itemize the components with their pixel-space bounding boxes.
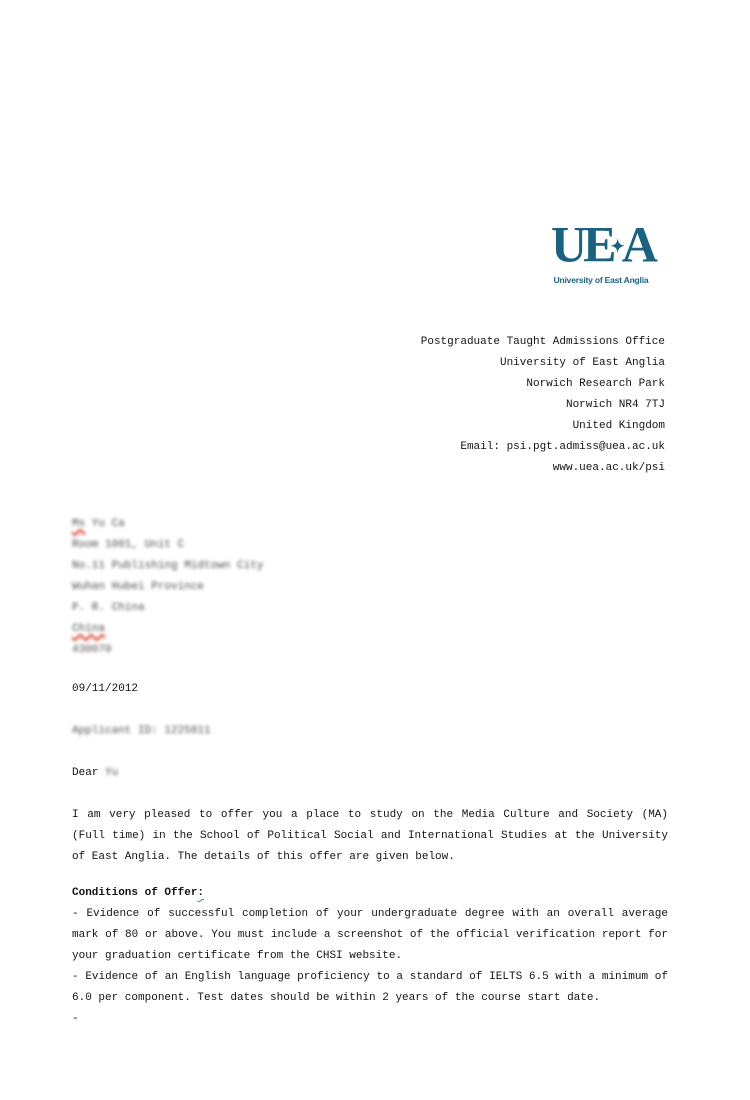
- applicant-id-redacted: Applicant ID: 1225811: [72, 725, 211, 737]
- grammar-marked-colon: :: [197, 887, 205, 899]
- letterhead-line-email: Email: psi.pgt.admiss@uea.ac.uk: [460, 441, 665, 453]
- letterhead-line-country: United Kingdom: [572, 420, 665, 432]
- letter-date: 09/11/2012: [72, 683, 139, 695]
- logo-letter-u: U: [551, 215, 584, 273]
- letterhead-line-postcode: Norwich NR4 7TJ: [565, 399, 665, 411]
- recipient-line-postcode: 430070: [72, 644, 112, 656]
- conditions-heading: [72, 883, 668, 904]
- condition-item-english: - Evidence of an English language proficiency to a standard of IELTS 6.5 with a minimum of 6.0 per component. Test dates should be within 2 years of the course start date.: [72, 971, 668, 1004]
- condition-item-degree: - Evidence of successful completion of your undergraduate degree with an overall average mark of 80 or above. You must include a screenshot of the official verification report for your graduation certificate from the CHSI website.: [72, 908, 668, 962]
- uea-logo: [551, 215, 654, 286]
- salutation-name-redacted: Yu: [105, 767, 119, 779]
- offer-paragraph: I am very pleased to offer you a place to study on the Media Culture and Society (MA) (Full time) in the School of Political Social and International Studies at the University of East Anglia. The details of this offer are given below.: [72, 809, 668, 863]
- letterhead-line-website: www.uea.ac.uk/psi: [552, 462, 665, 474]
- recipient-address-redacted: [72, 514, 668, 661]
- misspelled-word: Ms: [72, 518, 86, 530]
- condition-item-trailing-dash: -: [72, 1013, 79, 1025]
- recipient-line-country: [72, 619, 668, 640]
- letterhead-line-park: Norwich Research Park: [526, 378, 665, 390]
- letterhead-line-office: Postgraduate Taught Admissions Office: [420, 336, 665, 348]
- logo-letter-e: E: [583, 215, 613, 273]
- letterhead-address: [421, 332, 665, 479]
- salutation: [72, 763, 668, 784]
- recipient-line-street: No.11 Publishing Midtown City: [72, 560, 264, 572]
- letterhead-line-university: University of East Anglia: [499, 357, 665, 369]
- letter-body: [72, 514, 668, 1030]
- uea-logo-tagline: University of East Anglia: [553, 274, 649, 285]
- recipient-name-rest: Yu Ca: [85, 518, 125, 530]
- recipient-line-room: Room 1001, Unit C: [72, 539, 185, 551]
- recipient-line-prc: P. R. China: [72, 602, 145, 614]
- salutation-prefix: Dear: [72, 767, 106, 779]
- conditions-section: [72, 883, 668, 1030]
- recipient-line-province: Wuhan Hubei Province: [72, 581, 205, 593]
- logo-letter-a: A: [621, 215, 654, 273]
- misspelled-word: China: [72, 623, 106, 635]
- recipient-line-name: [72, 514, 668, 535]
- conditions-heading-text: Conditions of Offer: [72, 887, 198, 899]
- uea-logo-letters: [551, 215, 654, 274]
- star-icon: ✦: [610, 236, 625, 256]
